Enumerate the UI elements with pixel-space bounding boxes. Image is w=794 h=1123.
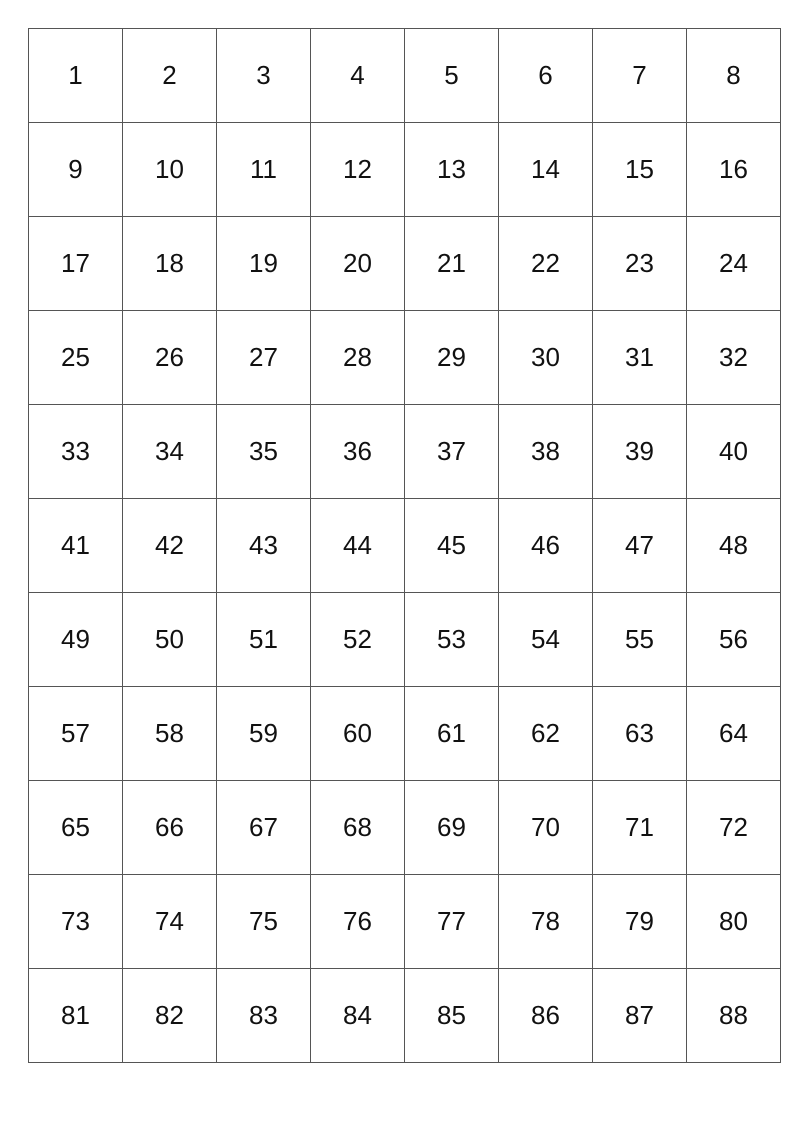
grid-cell: 48	[687, 499, 781, 593]
grid-cell: 43	[217, 499, 311, 593]
grid-cell: 40	[687, 405, 781, 499]
grid-cell: 22	[499, 217, 593, 311]
number-grid-body	[29, 29, 781, 1063]
grid-cell: 34	[123, 405, 217, 499]
grid-cell: 26	[123, 311, 217, 405]
grid-cell: 73	[29, 875, 123, 969]
grid-cell: 47	[593, 499, 687, 593]
grid-cell: 52	[311, 593, 405, 687]
grid-cell: 7	[593, 29, 687, 123]
grid-cell: 29	[405, 311, 499, 405]
grid-cell: 66	[123, 781, 217, 875]
grid-cell: 10	[123, 123, 217, 217]
grid-cell: 30	[499, 311, 593, 405]
grid-cell: 14	[499, 123, 593, 217]
grid-cell: 70	[499, 781, 593, 875]
grid-cell: 37	[405, 405, 499, 499]
grid-row	[29, 405, 781, 499]
grid-cell: 64	[687, 687, 781, 781]
grid-cell: 6	[499, 29, 593, 123]
grid-cell: 86	[499, 969, 593, 1063]
grid-cell: 20	[311, 217, 405, 311]
grid-cell: 38	[499, 405, 593, 499]
grid-cell: 19	[217, 217, 311, 311]
grid-cell: 57	[29, 687, 123, 781]
grid-cell: 58	[123, 687, 217, 781]
grid-cell: 9	[29, 123, 123, 217]
grid-cell: 75	[217, 875, 311, 969]
grid-cell: 69	[405, 781, 499, 875]
grid-cell: 46	[499, 499, 593, 593]
grid-cell: 77	[405, 875, 499, 969]
grid-cell: 4	[311, 29, 405, 123]
grid-cell: 83	[217, 969, 311, 1063]
grid-cell: 60	[311, 687, 405, 781]
grid-cell: 56	[687, 593, 781, 687]
grid-cell: 41	[29, 499, 123, 593]
grid-cell: 80	[687, 875, 781, 969]
grid-cell: 74	[123, 875, 217, 969]
grid-cell: 11	[217, 123, 311, 217]
grid-cell: 68	[311, 781, 405, 875]
grid-cell: 39	[593, 405, 687, 499]
grid-cell: 81	[29, 969, 123, 1063]
grid-row	[29, 499, 781, 593]
grid-cell: 88	[687, 969, 781, 1063]
grid-cell: 24	[687, 217, 781, 311]
grid-cell: 51	[217, 593, 311, 687]
grid-row	[29, 875, 781, 969]
grid-cell: 49	[29, 593, 123, 687]
grid-cell: 18	[123, 217, 217, 311]
grid-cell: 12	[311, 123, 405, 217]
grid-cell: 63	[593, 687, 687, 781]
grid-cell: 44	[311, 499, 405, 593]
grid-row	[29, 969, 781, 1063]
grid-cell: 78	[499, 875, 593, 969]
grid-cell: 71	[593, 781, 687, 875]
grid-cell: 54	[499, 593, 593, 687]
grid-cell: 45	[405, 499, 499, 593]
grid-cell: 53	[405, 593, 499, 687]
number-grid-table	[28, 28, 781, 1063]
grid-row	[29, 311, 781, 405]
grid-cell: 16	[687, 123, 781, 217]
grid-cell: 2	[123, 29, 217, 123]
grid-cell: 17	[29, 217, 123, 311]
grid-cell: 28	[311, 311, 405, 405]
grid-cell: 25	[29, 311, 123, 405]
grid-cell: 32	[687, 311, 781, 405]
grid-row	[29, 29, 781, 123]
grid-cell: 33	[29, 405, 123, 499]
grid-cell: 35	[217, 405, 311, 499]
grid-cell: 72	[687, 781, 781, 875]
grid-cell: 79	[593, 875, 687, 969]
grid-row	[29, 781, 781, 875]
grid-cell: 13	[405, 123, 499, 217]
grid-cell: 27	[217, 311, 311, 405]
grid-cell: 50	[123, 593, 217, 687]
grid-row	[29, 593, 781, 687]
grid-cell: 3	[217, 29, 311, 123]
grid-cell: 31	[593, 311, 687, 405]
grid-cell: 85	[405, 969, 499, 1063]
grid-cell: 23	[593, 217, 687, 311]
grid-cell: 15	[593, 123, 687, 217]
grid-cell: 76	[311, 875, 405, 969]
grid-row	[29, 123, 781, 217]
grid-cell: 55	[593, 593, 687, 687]
grid-cell: 42	[123, 499, 217, 593]
grid-cell: 8	[687, 29, 781, 123]
grid-cell: 67	[217, 781, 311, 875]
grid-cell: 62	[499, 687, 593, 781]
grid-cell: 59	[217, 687, 311, 781]
grid-cell: 82	[123, 969, 217, 1063]
grid-cell: 1	[29, 29, 123, 123]
grid-row	[29, 217, 781, 311]
grid-cell: 36	[311, 405, 405, 499]
grid-cell: 5	[405, 29, 499, 123]
grid-row	[29, 687, 781, 781]
grid-cell: 21	[405, 217, 499, 311]
grid-cell: 65	[29, 781, 123, 875]
grid-cell: 61	[405, 687, 499, 781]
grid-cell: 87	[593, 969, 687, 1063]
grid-cell: 84	[311, 969, 405, 1063]
